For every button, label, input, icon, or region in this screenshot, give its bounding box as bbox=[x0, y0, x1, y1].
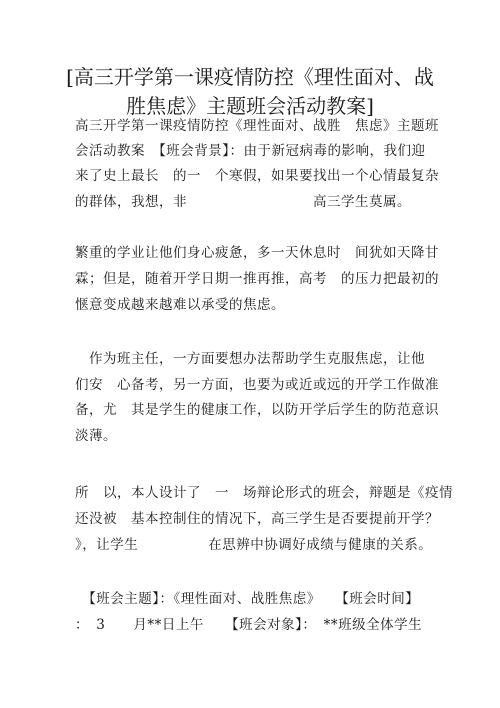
paragraph-1-line-4: 的群体，我想，非 高三学生莫属。 bbox=[75, 194, 411, 210]
paragraph-4-line-1: 所 以，本人设计了 一 场辩论形式的班会，辩题是《疫情 bbox=[75, 485, 453, 501]
paragraph-3-line-1: 作为班主任，一方面要想办法帮助学生克服焦虑，让他 bbox=[75, 351, 425, 367]
paragraph-4-line-3: 》，让学生 在思辨中协调好成绩与健康的关系。 bbox=[75, 537, 433, 553]
paragraph-2-line-1: 繁重的学业让他们身心疲惫，多一天休息时 间犹如天降甘 bbox=[75, 245, 439, 261]
paragraph-1-line-3: 来了史上最长 的一 个寒假，如果要找出一个心情最复杂 bbox=[75, 168, 439, 184]
paragraph-2-line-3: 惬意变成越来越难以承受的焦虑。 bbox=[75, 297, 285, 313]
paragraph-4-line-2: 还没被 基本控制住的情况下，高三学生是否要提前开学？ bbox=[75, 511, 439, 527]
paragraph-5-line-2: ： 3 月**日上午 【班会对象】： **班级全体学生 bbox=[75, 617, 423, 633]
paragraph-1-line-1: 高三开学第一课疫情防控《理性面对、战胜 焦虑》主题班 bbox=[75, 118, 439, 134]
paragraph-5-line-1: 【班会主题】：《理性面对、战胜焦虑》 【班会时间】 bbox=[75, 591, 420, 607]
document-title-line-1: [高三开学第一课疫情防控《理性面对、战 bbox=[66, 65, 434, 89]
document-title-line-2: 胜焦虑》主题班会活动教案] bbox=[126, 94, 374, 118]
paragraph-3-line-3: 备，尤 其是学生的健康工作，以防开学后学生的防范意识 bbox=[75, 402, 439, 418]
paragraph-2-line-2: 霖；但是，随着开学日期一推再推，高考 的压力把最初的 bbox=[75, 271, 439, 287]
paragraph-3-line-4: 淡薄。 bbox=[75, 428, 117, 444]
paragraph-1-line-2: 会活动教案 【班会背景】：由于新冠病毒的影响，我们迎 bbox=[75, 143, 426, 159]
paragraph-3-line-2: 们安 心备考，另一方面，也要为或近或远的开学工作做准 bbox=[75, 377, 439, 393]
